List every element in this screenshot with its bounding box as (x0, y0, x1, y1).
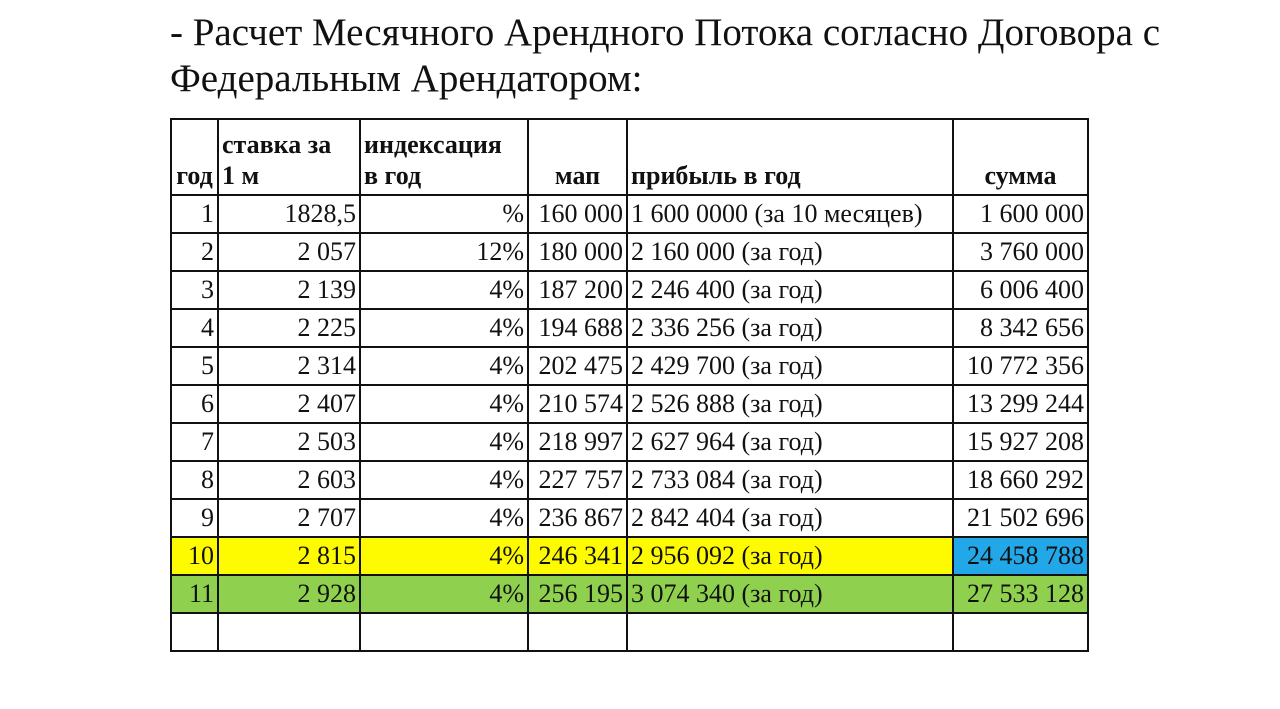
table-row (171, 233, 1088, 271)
cell-profit: 2 160 000 (за год) (627, 233, 953, 271)
cell-index: 4% (360, 499, 528, 537)
cell-index: % (360, 195, 528, 233)
cell-index: 4% (360, 309, 528, 347)
cell-sum: 3 760 000 (953, 233, 1088, 271)
table-header-row (171, 119, 1088, 195)
table-row-empty (171, 613, 1088, 651)
cell-sum: 18 660 292 (953, 461, 1088, 499)
rent-flow-table (170, 118, 1089, 652)
cell-sum: 27 533 128 (953, 575, 1088, 613)
cell-year: 6 (171, 385, 218, 423)
header-index-line-1: индексация (364, 130, 502, 159)
header-sum: сумма (953, 119, 1088, 195)
table-row (171, 499, 1088, 537)
cell-empty (953, 613, 1088, 651)
cell-empty (171, 613, 218, 651)
cell-profit: 2 336 256 (за год) (627, 309, 953, 347)
cell-rate: 2 503 (218, 423, 360, 461)
cell-map: 160 000 (528, 195, 627, 233)
cell-sum: 8 342 656 (953, 309, 1088, 347)
cell-map: 180 000 (528, 233, 627, 271)
cell-index: 4% (360, 461, 528, 499)
cell-profit: 2 429 700 (за год) (627, 347, 953, 385)
cell-profit: 2 627 964 (за год) (627, 423, 953, 461)
cell-rate: 1828,5 (218, 195, 360, 233)
header-map: мап (528, 119, 627, 195)
cell-sum: 21 502 696 (953, 499, 1088, 537)
cell-index: 4% (360, 271, 528, 309)
cell-index: 4% (360, 575, 528, 613)
table-row (171, 195, 1088, 233)
table-row (171, 309, 1088, 347)
table-row-highlighted-yellow (171, 537, 1088, 575)
cell-map: 210 574 (528, 385, 627, 423)
cell-year: 11 (171, 575, 218, 613)
cell-map: 187 200 (528, 271, 627, 309)
table-row (171, 385, 1088, 423)
cell-map: 227 757 (528, 461, 627, 499)
cell-year: 8 (171, 461, 218, 499)
cell-profit: 2 526 888 (за год) (627, 385, 953, 423)
header-rate (218, 119, 360, 195)
cell-sum: 13 299 244 (953, 385, 1088, 423)
cell-year: 4 (171, 309, 218, 347)
cell-empty (528, 613, 627, 651)
cell-index: 4% (360, 347, 528, 385)
cell-sum-highlighted-blue: 24 458 788 (953, 537, 1088, 575)
cell-rate: 2 603 (218, 461, 360, 499)
cell-map: 194 688 (528, 309, 627, 347)
cell-rate: 2 314 (218, 347, 360, 385)
cell-rate: 2 928 (218, 575, 360, 613)
cell-rate: 2 057 (218, 233, 360, 271)
cell-year: 2 (171, 233, 218, 271)
cell-sum: 1 600 000 (953, 195, 1088, 233)
cell-index: 4% (360, 423, 528, 461)
cell-profit: 2 842 404 (за год) (627, 499, 953, 537)
cell-sum: 15 927 208 (953, 423, 1088, 461)
cell-rate: 2 815 (218, 537, 360, 575)
cell-year: 7 (171, 423, 218, 461)
cell-profit: 1 600 0000 (за 10 месяцев) (627, 195, 953, 233)
cell-year: 3 (171, 271, 218, 309)
table-row (171, 461, 1088, 499)
table-row (171, 423, 1088, 461)
table-row (171, 271, 1088, 309)
header-year: год (171, 119, 218, 195)
cell-profit: 3 074 340 (за год) (627, 575, 953, 613)
title-line-2: Федеральным Арендатором: (170, 57, 643, 100)
header-rate-line-2: 1 м (222, 161, 260, 190)
cell-rate: 2 407 (218, 385, 360, 423)
cell-profit: 2 733 084 (за год) (627, 461, 953, 499)
cell-year: 9 (171, 499, 218, 537)
header-index-line-2: в год (364, 161, 422, 190)
cell-sum: 10 772 356 (953, 347, 1088, 385)
cell-index: 12% (360, 233, 528, 271)
cell-map: 256 195 (528, 575, 627, 613)
header-profit: прибыль в год (627, 119, 953, 195)
cell-empty (360, 613, 528, 651)
header-index (360, 119, 528, 195)
page-title (170, 10, 1270, 102)
cell-year: 1 (171, 195, 218, 233)
cell-map: 218 997 (528, 423, 627, 461)
cell-year: 10 (171, 537, 218, 575)
cell-year: 5 (171, 347, 218, 385)
cell-index: 4% (360, 385, 528, 423)
cell-map: 246 341 (528, 537, 627, 575)
cell-empty (218, 613, 360, 651)
cell-empty (627, 613, 953, 651)
cell-rate: 2 139 (218, 271, 360, 309)
cell-index: 4% (360, 537, 528, 575)
table-row-highlighted-green (171, 575, 1088, 613)
cell-map: 202 475 (528, 347, 627, 385)
cell-rate: 2 225 (218, 309, 360, 347)
table-row (171, 347, 1088, 385)
cell-sum: 6 006 400 (953, 271, 1088, 309)
cell-profit: 2 246 400 (за год) (627, 271, 953, 309)
header-rate-line-1: ставка за (222, 130, 332, 159)
title-line-1: - Расчет Месячного Арендного Потока согласно Договора с (170, 11, 1161, 54)
cell-rate: 2 707 (218, 499, 360, 537)
cell-profit: 2 956 092 (за год) (627, 537, 953, 575)
cell-map: 236 867 (528, 499, 627, 537)
